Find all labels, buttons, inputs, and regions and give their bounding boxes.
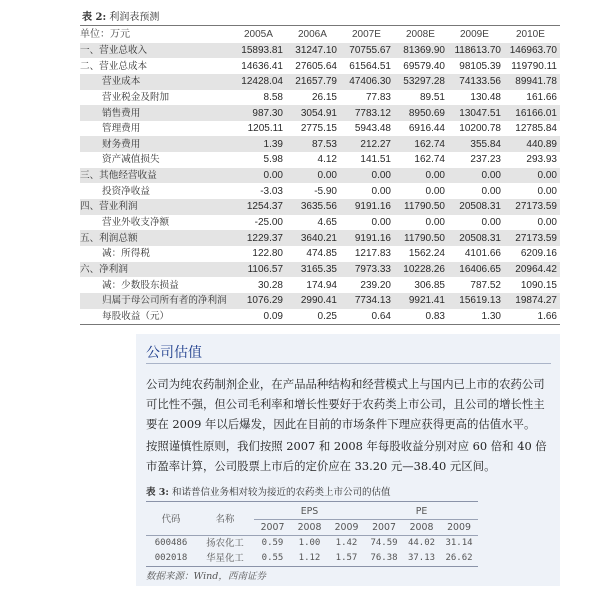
table3-caption (146, 484, 390, 498)
row-label: 投资净收益 (102, 185, 150, 197)
cell-value: 8.58 (263, 91, 283, 103)
cell-value: 1090.15 (520, 279, 557, 291)
cell-value: 0.00 (371, 217, 391, 228)
row-label: 三、其他经营收益 (80, 168, 232, 184)
stock-code: 600486 (154, 538, 188, 548)
table2-bottom-rule (80, 324, 560, 325)
table-row (80, 183, 560, 199)
cell-value: 0.64 (371, 310, 391, 322)
year-header: 2006A (298, 29, 327, 41)
cell-value: 1.00 (298, 538, 321, 548)
cell-value: 9191.16 (340, 230, 394, 246)
code-header: 代码 (146, 504, 196, 536)
cell-value: 122.80 (252, 248, 283, 260)
cell-value: 141.51 (360, 154, 391, 166)
cell-value: 2775.15 (300, 123, 337, 135)
cell-value: 0.00 (537, 217, 557, 228)
cell-value: 20508.31 (448, 199, 504, 215)
table-row (146, 551, 478, 566)
cell-value: 0.00 (286, 168, 340, 184)
year-header: 2010E (516, 29, 545, 41)
cell-value: 4101.66 (464, 248, 501, 260)
table3-title: 和诺普信业务相对较为接近的农药类上市公司的估值 (171, 487, 391, 498)
cell-value: 237.23 (470, 154, 501, 166)
income-statement-table (80, 27, 560, 324)
cell-value: 1.42 (335, 538, 358, 548)
cell-value: 4.12 (317, 154, 337, 166)
cell-value: 0.00 (425, 217, 445, 228)
row-label: 营业税金及附加 (102, 91, 170, 103)
table3-body (146, 536, 478, 567)
cell-value: 3054.91 (286, 105, 340, 121)
cell-value: 306.85 (414, 279, 445, 291)
cell-value: -25.00 (254, 217, 283, 228)
cell-value: 0.00 (232, 168, 286, 184)
cell-value: 9191.16 (340, 199, 394, 215)
cell-value: 1076.29 (232, 293, 286, 309)
table2-label: 表 2: (82, 12, 107, 23)
table-row (80, 58, 560, 74)
cell-value: 10228.26 (394, 262, 448, 278)
table-row (80, 136, 560, 152)
row-label: 一、营业总收入 (80, 43, 232, 59)
year-header: 2009 (440, 520, 478, 536)
cell-value: 0.59 (261, 538, 284, 548)
table3-group-row (146, 504, 478, 520)
cell-value: 1106.57 (232, 262, 286, 278)
cell-value: 74133.56 (448, 74, 504, 90)
cell-value: 355.84 (448, 136, 504, 152)
cell-value: 11790.50 (394, 199, 448, 215)
cell-value: 146963.70 (504, 43, 560, 59)
cell-value: 37.13 (407, 553, 436, 563)
table-row (146, 536, 478, 552)
name-header: 名称 (196, 504, 254, 536)
row-label: 归属于母公司所有者的净利润 (80, 293, 232, 309)
pe-group-header: PE (365, 504, 478, 520)
cell-value: 3640.21 (286, 230, 340, 246)
row-label: 销售费用 (80, 105, 232, 121)
cell-value: 0.00 (481, 185, 501, 197)
cell-value: 293.93 (526, 154, 557, 166)
row-label: 四、营业利润 (80, 199, 232, 215)
table-row (80, 168, 560, 184)
cell-value: 74.59 (370, 538, 398, 548)
cell-value: 474.85 (306, 248, 337, 260)
cell-value: 440.89 (504, 136, 560, 152)
cell-value: 0.00 (537, 185, 557, 197)
row-label: 资产减值损失 (102, 154, 160, 166)
year-header: 2009 (328, 520, 365, 536)
cell-value: 0.00 (394, 168, 448, 184)
table2-title: 利润表预测 (109, 12, 160, 23)
cell-value: 0.00 (340, 168, 394, 184)
cell-value: 70755.67 (340, 43, 394, 59)
cell-value: 15619.13 (448, 293, 504, 309)
cell-value: 53297.28 (394, 74, 448, 90)
cell-value: 10200.78 (459, 123, 501, 135)
cell-value: 119790.11 (511, 60, 557, 72)
cell-value: 44.02 (407, 538, 436, 548)
valuation-paragraph-2: 按照谨慎性原则，我们按照 2007 和 2008 年每股收益分别对应 60 倍和 40 倍市盈率计算，公司股票上市后的定价应在 33.20 元—38.40 元区间。 (146, 439, 547, 473)
company-name: 扬农化工 (206, 538, 244, 549)
cell-value: 3165.35 (286, 262, 340, 278)
data-source-note: 数据来源：Wind，西南证券 (146, 571, 266, 582)
table-row (80, 43, 560, 59)
cell-value: 0.09 (263, 310, 283, 322)
row-label: 财务费用 (80, 136, 232, 152)
row-label: 五、利润总额 (80, 230, 232, 246)
cell-value: 7734.13 (340, 293, 394, 309)
cell-value: 27605.64 (295, 60, 337, 72)
cell-value: 7783.12 (340, 105, 394, 121)
cell-value: 787.52 (470, 279, 501, 291)
peer-valuation-table (146, 504, 478, 566)
cell-value: 31247.10 (286, 43, 340, 59)
cell-value: 239.20 (360, 279, 391, 291)
cell-value: 1.12 (298, 553, 321, 563)
cell-value: 30.28 (257, 279, 283, 291)
table-row (80, 262, 560, 278)
cell-value: 174.94 (306, 279, 337, 291)
cell-value: 69579.40 (403, 60, 445, 72)
row-label: 管理费用 (102, 123, 141, 135)
cell-value: 0.00 (504, 168, 560, 184)
cell-value: 0.55 (261, 553, 284, 563)
cell-value: 31.14 (445, 538, 473, 548)
cell-value: 61564.51 (349, 60, 391, 72)
cell-value: 162.74 (414, 154, 445, 166)
row-label: 减：少数股东损益 (102, 279, 179, 291)
table-row (80, 309, 560, 325)
year-header: 2008 (291, 520, 328, 536)
table2-top-rule (80, 25, 560, 26)
cell-value: 76.38 (370, 553, 398, 563)
cell-value: 0.00 (481, 217, 501, 228)
cell-value: 98105.39 (459, 60, 501, 72)
year-header: 2009E (460, 29, 489, 41)
cell-value: 1205.11 (247, 123, 283, 135)
cell-value: 987.30 (232, 105, 286, 121)
table-row (80, 74, 560, 90)
table-row (80, 105, 560, 121)
cell-value: 15893.81 (232, 43, 286, 59)
cell-value: 1254.37 (232, 199, 286, 215)
cell-value: 47406.30 (340, 74, 394, 90)
year-header: 2007 (254, 520, 291, 536)
cell-value: 4.65 (317, 217, 337, 228)
cell-value: 0.00 (371, 185, 391, 197)
year-header: 2007E (352, 29, 381, 41)
cell-value: 21657.79 (286, 74, 340, 90)
cell-value: 11790.50 (394, 230, 448, 246)
company-name: 华星化工 (206, 553, 244, 564)
cell-value: 89.51 (419, 91, 445, 103)
year-header: 2008E (406, 29, 435, 41)
cell-value: 6916.44 (408, 123, 445, 135)
row-label: 六、净利润 (80, 262, 232, 278)
cell-value: 16166.01 (504, 105, 560, 121)
row-label: 减：所得税 (102, 248, 150, 260)
cell-value: 2990.41 (286, 293, 340, 309)
cell-value: 162.74 (394, 136, 448, 152)
row-label: 营业外收支净额 (102, 217, 170, 228)
cell-value: 12428.04 (232, 74, 286, 90)
table3-label: 表 3: (146, 487, 169, 498)
cell-value: 3635.56 (286, 199, 340, 215)
cell-value: 12785.84 (515, 123, 557, 135)
cell-value: 16406.65 (448, 262, 504, 278)
eps-group-header: EPS (254, 504, 365, 520)
cell-value: 20964.42 (504, 262, 560, 278)
table-row (80, 152, 560, 168)
cell-value: 9921.41 (394, 293, 448, 309)
year-header: 2007 (365, 520, 403, 536)
cell-value: 118613.70 (448, 43, 504, 59)
cell-value: 1.66 (537, 310, 557, 322)
cell-value: 13047.51 (448, 105, 504, 121)
cell-value: 212.27 (340, 136, 394, 152)
cell-value: 1.57 (335, 553, 358, 563)
table3-bottom-rule (146, 566, 478, 567)
cell-value: 1.39 (232, 136, 286, 152)
table2-caption (82, 8, 159, 23)
year-header: 2005A (244, 29, 273, 41)
stock-code: 002018 (154, 553, 188, 563)
table-row (80, 293, 560, 309)
cell-value: 0.25 (317, 310, 337, 322)
valuation-paragraph-1: 公司为纯农药制剂企业，在产品品种结构和经营模式上与国内已上市的农药公司可比性不强，但公司毛利率和增长性要好于农药类上市公司，且公司的增长性主要在 2009 年以后爆发，因此在目前的市场条件下理应获得更高的估值水平。 (146, 377, 545, 431)
cell-value: 77.83 (365, 91, 391, 103)
table-row (80, 90, 560, 106)
unit-label: 单位：万元 (80, 29, 130, 41)
cell-value: 0.83 (425, 310, 445, 322)
cell-value: 20508.31 (448, 230, 504, 246)
cell-value: -5.90 (314, 185, 337, 197)
cell-value: 1562.24 (408, 248, 445, 260)
cell-value: 161.66 (526, 91, 557, 103)
cell-value: 87.53 (286, 136, 340, 152)
cell-value: 6209.16 (520, 248, 557, 260)
cell-value: 19874.27 (504, 293, 560, 309)
cell-value: 7973.33 (340, 262, 394, 278)
row-label: 营业成本 (80, 74, 232, 90)
table-row (80, 215, 560, 231)
cell-value: 0.00 (448, 168, 504, 184)
valuation-section (136, 334, 560, 586)
cell-value: 1217.83 (354, 248, 391, 260)
cell-value: 89941.78 (504, 74, 560, 90)
cell-value: 14636.41 (241, 60, 283, 72)
row-label: 二、营业总成本 (80, 60, 148, 72)
cell-value: 130.48 (470, 91, 501, 103)
section-heading: 公司估值 (146, 345, 202, 361)
cell-value: 81369.90 (394, 43, 448, 59)
cell-value: 1229.37 (232, 230, 286, 246)
cell-value: 5.98 (263, 154, 283, 166)
cell-value: 8950.69 (394, 105, 448, 121)
table-row (80, 230, 560, 246)
table-row (80, 277, 560, 293)
section-divider (146, 363, 551, 364)
cell-value: 27173.59 (504, 230, 560, 246)
cell-value: 0.00 (425, 185, 445, 197)
cell-value: 26.62 (445, 553, 473, 563)
cell-value: 27173.59 (504, 199, 560, 215)
table-row (80, 199, 560, 215)
cell-value: 5943.48 (354, 123, 391, 135)
table-row (80, 121, 560, 137)
cell-value: 26.15 (311, 91, 337, 103)
table3-top-rule (146, 501, 478, 502)
table-row (80, 246, 560, 262)
row-label: 每股收益（元） (102, 310, 170, 322)
table2-header-row (80, 27, 560, 43)
cell-value: -3.03 (260, 185, 283, 197)
year-header: 2008 (403, 520, 440, 536)
cell-value: 1.30 (481, 310, 501, 322)
table2-body (80, 43, 560, 325)
